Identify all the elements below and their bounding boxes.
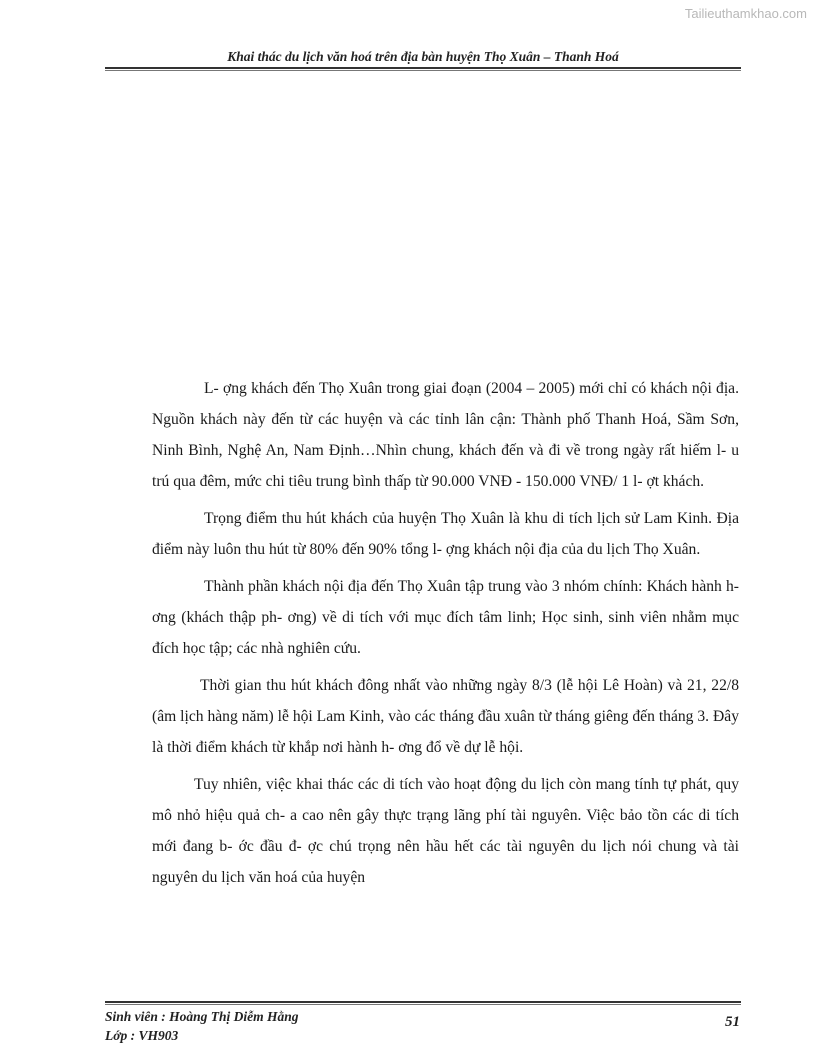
class-name: Lớp : VH903 [105, 1028, 179, 1043]
paragraph: Thành phần khách nội địa đến Thọ Xuân tập trung vào 3 nhóm chính: Khách hành h- ơng (khách thập ph- ơng) về di tích với mục đích tâm linh; Học sinh, sinh viên nhằm mục đích học tập; các nhà nghiên cứu. [152, 578, 739, 657]
footer-rule [105, 1001, 741, 1003]
footer-info [105, 1007, 299, 1045]
document-body [152, 373, 739, 899]
header-rule-thin [105, 70, 741, 71]
paragraph: L- ợng khách đến Thọ Xuân trong giai đoạn (2004 – 2005) mới chỉ có khách nội địa. Nguồn khách này đến từ các huyện và các tỉnh lân cận: Thành phố Thanh Hoá, Sầm Sơn, Ninh Bình, Nghệ An, Nam Định…Nhìn chung, khách đến và đi về trong ngày rất hiếm l- u trú qua đêm, mức chi tiêu trung bình thấp từ 90.000 VNĐ - 150.000 VNĐ/ 1 l- ợt khách. [152, 380, 739, 490]
paragraph: Tuy nhiên, việc khai thác các di tích vào hoạt động du lịch còn mang tính tự phát, quy mô nhỏ hiệu quả ch- a cao nên gây thực trạng lãng phí tài nguyên. Việc bảo tồn các di tích mới đang b- ớc đầu đ- ợc chú trọng nên hầu hết các tài nguyên du lịch nói chung và tài nguyên du lịch văn hoá của huyện [152, 776, 739, 886]
paragraph: Thời gian thu hút khách đông nhất vào những ngày 8/3 (lễ hội Lê Hoàn) và 21, 22/8 (âm lịch hàng năm) lễ hội Lam Kinh, vào các tháng đầu xuân từ tháng giêng đến tháng 3. Đây là thời điểm khách từ khắp nơi hành h- ơng đổ về dự lễ hội. [152, 677, 739, 756]
page-number: 51 [725, 1014, 740, 1030]
footer-rule-thin [105, 1004, 741, 1005]
watermark: Tailieuthamkhao.com [684, 6, 807, 21]
student-name: Sinh viên : Hoàng Thị Diễm Hằng [105, 1009, 299, 1024]
header-rule [105, 67, 741, 69]
running-header: Khai thác du lịch văn hoá trên địa bàn huyện Thọ Xuân – Thanh Hoá [227, 49, 619, 64]
paragraph: Trọng điểm thu hút khách của huyện Thọ Xuân là khu di tích lịch sử Lam Kinh. Địa điểm này luôn thu hút từ 80% đến 90% tổng l- ợng khách nội địa của du lịch Thọ Xuân. [152, 510, 739, 558]
